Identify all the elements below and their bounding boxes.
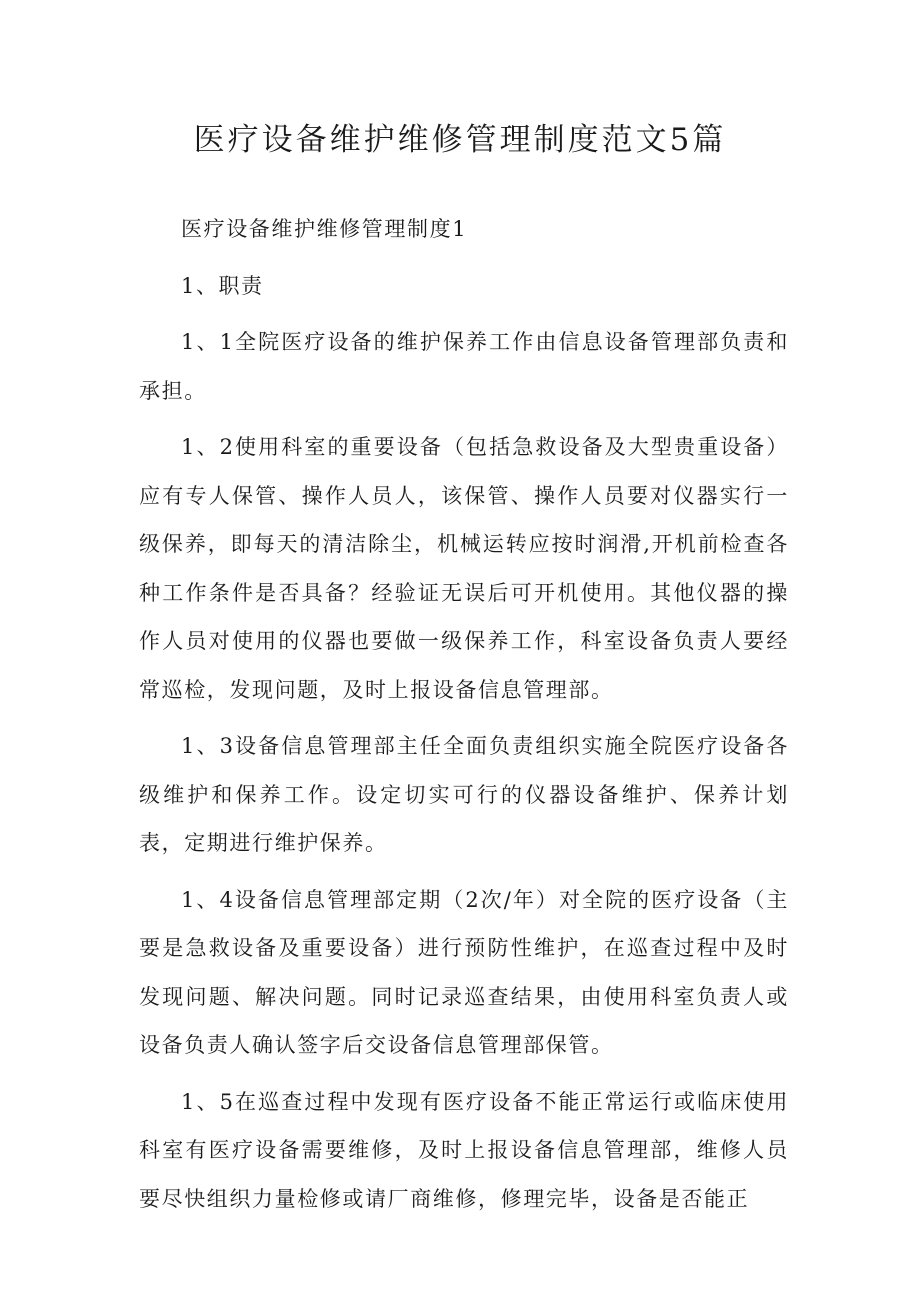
paragraph: 1、1全院医疗设备的维护保养工作由信息设备管理部负责和承担。 bbox=[139, 330, 789, 403]
section-heading: 医疗设备维护维修管理制度1 bbox=[181, 217, 468, 241]
paragraph: 1、2使用科室的重要设备（包括急救设备及大型贵重设备）应有专人保管、操作人员人，该保管、操作人员要对仪器实行一级保养，即每天的清洁除尘，机械运转应按时润滑,开机前检查各种工作条件是否具备？经验证无误后可开机使用。其他仪器的操作人员对使用的仪器也要做一级保养工作，科室设备负责人要经常巡检，发现问题，及时上报设备信息管理部。 bbox=[139, 435, 789, 702]
paragraph: 1、3设备信息管理部主任全面负责组织实施全院医疗设备各级维护和保养工作。设定切实可行的仪器设备维护、保养计划表，定期进行维护保养。 bbox=[139, 734, 789, 855]
document-body bbox=[139, 205, 789, 1231]
paragraph: 1、4设备信息管理部定期（2次/年）对全院的医疗设备（主要是急救设备及重要设备）进行预防性维护，在巡查过程中及时发现问题、解决问题。同时记录巡查结果，由使用科室负责人或设备负责人确认签字后交设备信息管理部保管。 bbox=[139, 887, 789, 1057]
document-title: 医疗设备维护维修管理制度范文5篇 bbox=[193, 122, 727, 158]
subsection-heading: 1、职责 bbox=[181, 273, 264, 298]
paragraph: 1、5在巡查过程中发现有医疗设备不能正常运行或临床使用科室有医疗设备需要维修，及时上报设备信息管理部，维修人员要尽快组织力量检修或请厂商维修，修理完毕，设备是否能正 bbox=[139, 1089, 789, 1211]
